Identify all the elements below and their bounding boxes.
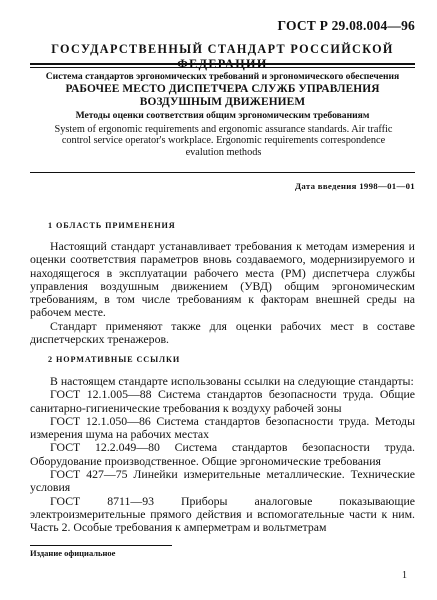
page-number: 1 [402, 570, 407, 581]
paragraph: Стандарт применяют также для оценки рабочих мест в составе диспетчерских тренажеров. [30, 318, 415, 347]
top-rule-thin [30, 67, 415, 68]
title-series: Система стандартов эргономических требований и эргономического обеспечения [45, 71, 400, 82]
section-heading-references: 2 НОРМАТИВНЫЕ ССЫЛКИ [48, 355, 181, 364]
paragraph: В настоящем стандарте использованы ссылки на следующие стандарты: [50, 374, 414, 388]
title-main-line2: ВОЗДУШНЫМ ДВИЖЕНИЕМ [139, 95, 306, 108]
title-main-line1: РАБОЧЕЕ МЕСТО ДИСПЕТЧЕРА СЛУЖБ УПРАВЛЕНИЯ [65, 83, 380, 95]
introduction-date: Дата введения 1998—01—01 [295, 181, 415, 191]
reference-item: ГОСТ 12.1.005—88 Система стандартов безопасности труда. Общие санитарно-гигиенические требования к воздуху рабочей зоны [30, 387, 415, 415]
reference-item: ГОСТ 12.1.050—86 Система стандартов безопасности труда. Методы измерения шума на рабочих местах [30, 413, 415, 442]
edition-label: Издание официальное [30, 548, 116, 558]
middle-rule [30, 172, 415, 173]
english-title-line1: System of ergonomic requirements and ergonomic assurance standards. Air traffic [54, 124, 393, 135]
english-title-line3: evalution methods [185, 146, 262, 158]
gost-number: ГОСТ Р 29.08.004—96 [277, 18, 415, 33]
top-rule [30, 63, 415, 65]
section-body-scope [30, 240, 415, 346]
english-title-line2: control service operator's workplace. Ergonomic requirements correspondence [61, 135, 386, 147]
reference-item: ГОСТ 427—75 Линейки измерительные металлические. Технические условия [30, 467, 415, 495]
reference-item: ГОСТ 8711—93 Приборы аналоговые показывающие электроизмерительные прямого действия и вспомогательные части к ним. Часть 2. Особые требования к амперметрам и вольтметрам [30, 493, 415, 535]
paragraph: Настоящий стандарт устанавливает требования к методам измерения и оценки соответствия параметров вновь создаваемого, модернизируемого и находящегося в эксплуатации рабочего места (РМ) диспетчера службы управления воздушным движением (УВД) общим эргономическим требованиям, в том числе требованиям к факторам внешней среды на рабочем месте. [30, 239, 415, 320]
english-title [36, 124, 411, 158]
title-subtitle: Методы оценки соответствия общим эргономическим требованиям [75, 110, 370, 121]
state-standard-heading: ГОСУДАРСТВЕННЫЙ СТАНДАРТ РОССИЙСКОЙ ФЕДЕРАЦИИ [51, 42, 394, 71]
section-heading-scope: 1 ОБЛАСТЬ ПРИМЕНЕНИЯ [48, 221, 176, 230]
section-body-references [30, 375, 415, 535]
reference-item: ГОСТ 12.2.049—80 Система стандартов безопасности труда. Оборудование производственное. Общие эргономические требования [30, 440, 415, 468]
title-block [30, 71, 415, 122]
footer-rule [30, 545, 172, 546]
